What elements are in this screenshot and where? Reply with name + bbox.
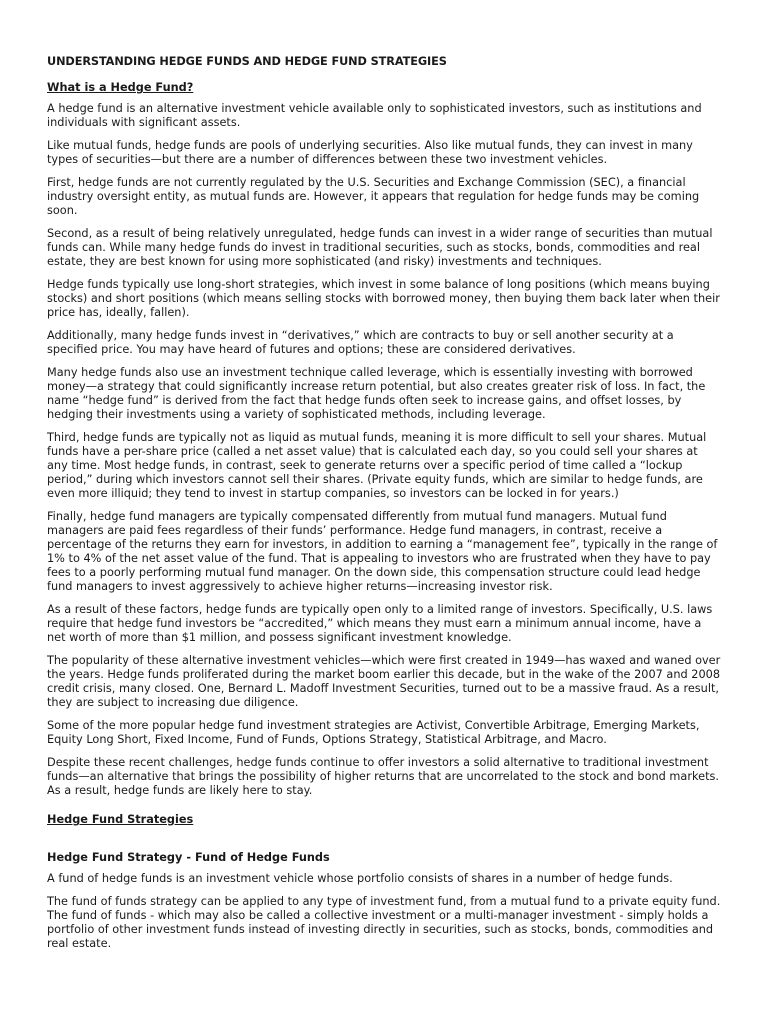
paragraph: Many hedge funds also use an investment technique called leverage, which is essentially investing with borrowed money—a strategy that could significantly increase return potential, but also creates greater risk of loss. In fact, the name “hedge fund” is derived from the fact that hedge funds often seek to increase gains, and offset losses, by hedging their investments using a variety of sophisticated methods, including leverage. [47, 366, 706, 421]
paragraph: Finally, hedge fund managers are typically compensated differently from mutual fund managers. Mutual fund managers are paid fees regardless of their funds’ performance. Hedge fund managers, in contrast, receive a percentage of the returns they earn for investors, in addition to earning a “management fee”, typically in the range of 1% to 4% of the net asset value of the fund. That is appealing to investors who are frustrated when they have to pay fees to a poorly performing mutual fund manager. On the down side, this compensation structure could lead hedge fund managers to invest aggressively to achieve higher returns—increasing investor risk. [47, 510, 718, 593]
document-page [47, 55, 722, 960]
paragraph: A fund of hedge funds is an investment vehicle whose portfolio consists of shares in a number of hedge funds. [47, 872, 673, 885]
subsection-heading-fund-of-funds: Hedge Fund Strategy - Fund of Hedge Funds [47, 851, 330, 864]
paragraph: Second, as a result of being relatively unregulated, hedge funds can invest in a wider range of securities than mutual funds can. While many hedge funds do invest in traditional securities, such as stocks, bonds, commodities and real estate, they are best known for using more sophisticated (and risky) investments and techniques. [47, 227, 713, 268]
paragraph: A hedge fund is an alternative investment vehicle available only to sophisticated investors, such as institutions and individuals with significant assets. [47, 102, 702, 129]
paragraph: The fund of funds strategy can be applied to any type of investment fund, from a mutual fund to a private equity fund. The fund of funds - which may also be called a collective investment or a multi-manager investment - simply holds a portfolio of other investment funds instead of investing directly in securities, such as stocks, bonds, commodities and real estate. [47, 895, 721, 950]
paragraph: Despite these recent challenges, hedge funds continue to offer investors a solid alternative to traditional investment funds—an alternative that brings the possibility of higher returns that are uncorrelated to the stock and bond markets. As a result, hedge funds are likely here to stay. [47, 756, 719, 797]
paragraph: The popularity of these alternative investment vehicles—which were first created in 1949—has waxed and waned over the years. Hedge funds proliferated during the market boom earlier this decade, but in the wake of the 2007 and 2008 credit crisis, many closed. One, Bernard L. Madoff Investment Securities, turned out to be a massive fraud. As a result, they are subject to increasing due diligence. [47, 654, 721, 709]
paragraph: First, hedge funds are not currently regulated by the U.S. Securities and Exchange Commission (SEC), a financial industry oversight entity, as mutual funds are. However, it appears that regulation for hedge funds may be coming soon. [47, 176, 700, 217]
document-title: UNDERSTANDING HEDGE FUNDS AND HEDGE FUND STRATEGIES [47, 55, 447, 68]
paragraph: Hedge funds typically use long-short strategies, which invest in some balance of long positions (which means buying stocks) and short positions (which means selling stocks with borrowed money, then buying them back later when their price has, ideally, fallen). [47, 278, 720, 319]
section-heading-strategies: Hedge Fund Strategies [47, 813, 194, 826]
paragraph: As a result of these factors, hedge funds are typically open only to a limited range of investors. Specifically, U.S. laws require that hedge fund investors be “accredited,” which means they must earn a minimum annual income, have a net worth of more than $1 million, and possess significant investment knowledge. [47, 603, 713, 644]
section-heading-what-is: What is a Hedge Fund? [47, 81, 194, 94]
paragraph: Like mutual funds, hedge funds are pools of underlying securities. Also like mutual funds, they can invest in many types of securities—but there are a number of differences between these two investment vehicles. [47, 139, 693, 166]
paragraph: Some of the more popular hedge fund investment strategies are Activist, Convertible Arbitrage, Emerging Markets, Equity Long Short, Fixed Income, Fund of Funds, Options Strategy, Statistical Arbitrage, and Macro. [47, 719, 700, 746]
paragraph: Third, hedge funds are typically not as liquid as mutual funds, meaning it is more difficult to sell your shares. Mutual funds have a per-share price (called a net asset value) that is calculated each day, so you could sell your shares at any time. Most hedge funds, in contrast, seek to generate returns over a specific period of time called a “lockup period,” during which investors cannot sell their shares. (Private equity funds, which are similar to hedge funds, are even more illiquid; they tend to invest in startup companies, so investors can be locked in for years.) [47, 431, 707, 500]
paragraph: Additionally, many hedge funds invest in “derivatives,” which are contracts to buy or sell another security at a specified price. You may have heard of futures and options; these are considered derivatives. [47, 329, 674, 356]
